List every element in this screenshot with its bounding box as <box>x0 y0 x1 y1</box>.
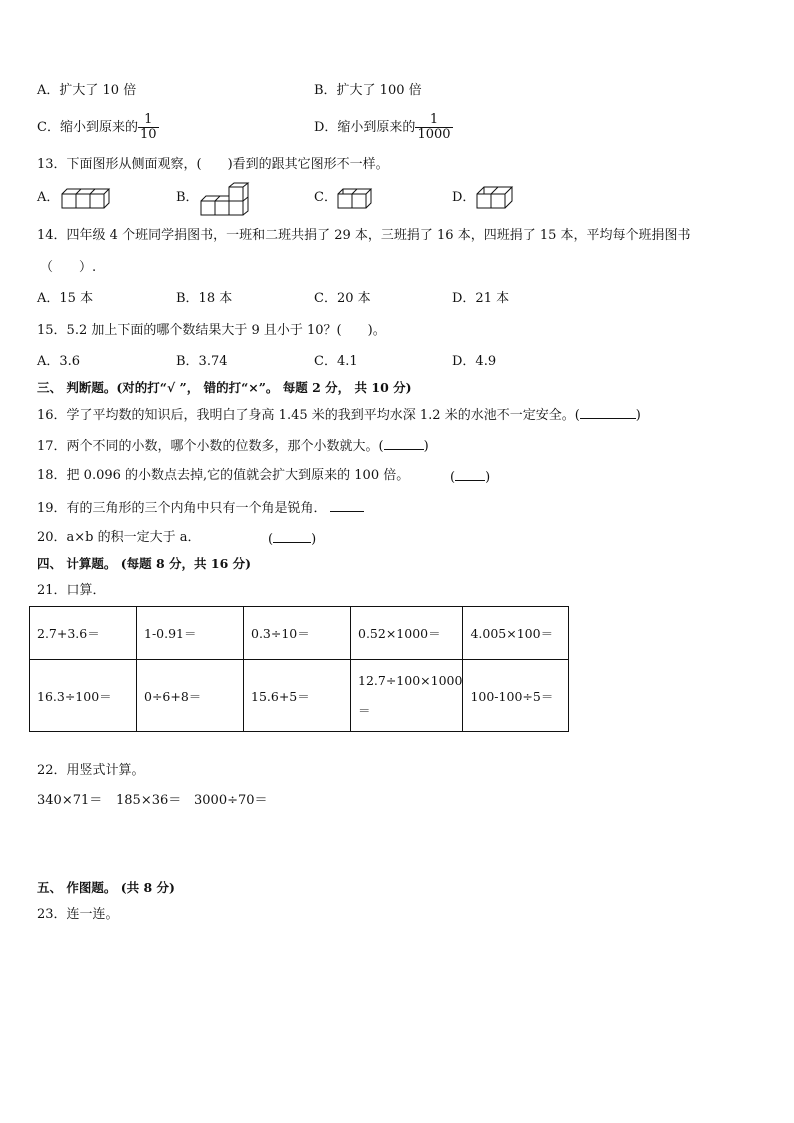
q18-paren-open: ( <box>450 470 456 485</box>
fraction-numerator: 1 <box>429 112 439 127</box>
cube-figure-c <box>334 186 380 214</box>
q22-item: 185×36＝ <box>116 793 182 808</box>
section-5-heading: 五、 作图题。 (共 8 分) <box>37 880 175 895</box>
q14-option-b: B．18 本 <box>176 291 233 306</box>
q13-option-b <box>176 190 199 206</box>
q20-answer-blank[interactable] <box>273 530 311 543</box>
table-cell: 0.52×1000＝ <box>351 607 463 660</box>
cube-figure-b <box>197 182 253 218</box>
q20-paren-open: ( <box>268 532 274 547</box>
fraction-denominator: 1000 <box>417 127 451 142</box>
q13-question: 13．下面图形从侧面观察，( )看到的跟其它图形不一样。 <box>37 157 389 172</box>
q20-paren-close: ) <box>311 532 317 547</box>
q17-answer-blank[interactable] <box>384 437 424 450</box>
q13-option-a-label: A． <box>37 190 60 205</box>
q12-option-d-text: D．缩小到原来的 <box>314 120 416 135</box>
q19-text: 19．有的三角形的三个内角中只有一个角是锐角． <box>37 501 327 516</box>
q20-text: 20．a×b 的积一定大于 a． <box>37 530 201 545</box>
q19-statement <box>37 499 364 517</box>
q15-option-d: D．4.9 <box>452 354 497 369</box>
table-cell: 100-100÷5＝ <box>463 660 569 732</box>
fraction-numerator: 1 <box>144 112 153 127</box>
fraction-denominator: 10 <box>139 127 157 142</box>
q15-option-b: B．3.74 <box>176 354 228 369</box>
q19-answer-blank[interactable] <box>330 499 364 512</box>
table-row <box>30 607 569 660</box>
q18-paren-close: ) <box>485 470 491 485</box>
q16-text: 16．学了平均数的知识后，我明白了身高 1.45 米的我到平均水深 1.2 米的水池不一定安全。( <box>37 408 580 423</box>
mental-math-table <box>29 606 569 732</box>
q14-answer-blank: （ ）. <box>40 260 97 275</box>
q14-option-d: D．21 本 <box>452 291 510 306</box>
q14-question: 14．四年级 4 个班同学捐图书，一班和二班共捐了 29 本，三班捐了 16 本，四班捐了 15 本，平均每个班捐图书 <box>37 228 691 243</box>
q22-item: 340×71＝ <box>37 793 103 808</box>
q12-option-a: A．扩大了 10 倍 <box>37 83 137 98</box>
q16-answer-blank[interactable] <box>580 406 636 419</box>
q12-option-d <box>314 110 453 146</box>
q13-option-b-label: B． <box>176 190 199 205</box>
q18-answer <box>450 468 490 486</box>
fraction-one-tenth <box>138 113 159 142</box>
table-cell: 4.005×100＝ <box>463 607 569 660</box>
q12-option-c-text: C．缩小到原来的 <box>37 120 138 135</box>
q18-statement <box>37 468 409 484</box>
q15-question: 15．5.2 加上下面的哪个数结果大于 9 且小于 10？( )。 <box>37 323 386 338</box>
q22-title: 22．用竖式计算。 <box>37 763 145 778</box>
q22-item: 3000÷70＝ <box>194 793 268 808</box>
q15-option-a: A．3.6 <box>37 354 81 369</box>
q17-paren-close: ) <box>423 439 429 454</box>
q17-text: 17．两个不同的小数，哪个小数的位数多，那个小数就大。( <box>37 439 384 454</box>
q21-title: 21．口算． <box>37 583 106 598</box>
q20-statement <box>37 530 201 546</box>
q18-answer-blank[interactable] <box>455 468 485 481</box>
cube-figure-d <box>473 184 519 214</box>
table-cell: 0÷6+8＝ <box>137 660 244 732</box>
section-4-heading: 四、 计算题。 (每题 8 分，共 16 分) <box>37 556 252 571</box>
fraction-one-thousandth <box>415 113 452 142</box>
q17-statement <box>37 437 429 455</box>
table-cell: 15.6+5＝ <box>244 660 351 732</box>
q16-paren-close: ) <box>635 408 641 423</box>
q13-option-d-label: D． <box>452 190 476 205</box>
q12-option-c <box>37 110 159 146</box>
q15-option-c: C．4.1 <box>314 354 358 369</box>
section-3-heading: 三、 判断题。(对的打“√ ”， 错的打“×”。 每题 2 分， 共 10 分) <box>37 380 412 395</box>
table-cell-line: ＝ <box>358 702 371 718</box>
q13-option-d <box>452 190 475 206</box>
table-cell: 16.3÷100＝ <box>30 660 137 732</box>
q12-option-b: B．扩大了 100 倍 <box>314 83 422 98</box>
table-cell: 2.7+3.6＝ <box>30 607 137 660</box>
q20-answer <box>268 530 316 548</box>
q13-option-c-label: C． <box>314 190 337 205</box>
q23-title: 23．连一连。 <box>37 907 119 922</box>
q18-text: 18．把 0.096 的小数点去掉,它的值就会扩大到原来的 100 倍。 <box>37 468 410 483</box>
table-cell <box>351 660 463 732</box>
table-cell: 0.3÷10＝ <box>244 607 351 660</box>
q14-option-a: A．15 本 <box>37 291 94 306</box>
table-row <box>30 660 569 732</box>
table-cell: 1-0.91＝ <box>137 607 244 660</box>
q16-statement <box>37 406 641 424</box>
cube-figure-a <box>58 186 114 214</box>
q13-option-a <box>37 190 59 206</box>
table-cell-line: 12.7÷100×1000 <box>358 672 463 688</box>
q14-option-c: C．20 本 <box>314 291 371 306</box>
